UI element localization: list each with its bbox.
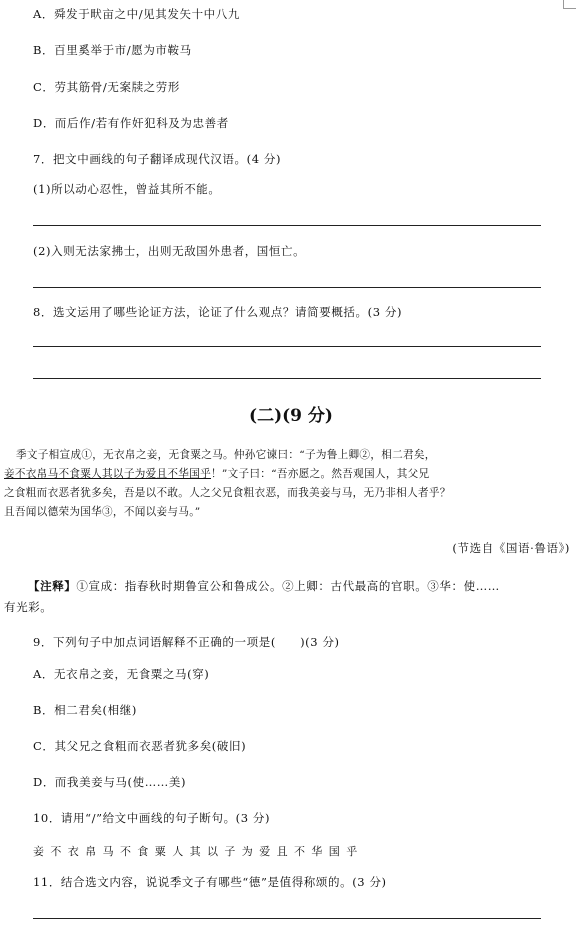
q9-stem: 9．下列句子中加点词语解释不正确的一项是( )(3 分) — [33, 635, 340, 649]
passage-line-4: 且吾闻以德荣为国华③，不闻以妾与马。” — [4, 506, 201, 518]
answer-line — [33, 346, 541, 347]
passage-line-3: 之食粗而衣恶者犹多矣，吾是以不敢。人之父兄食粗衣恶，而我美妾与马，无乃非相人者乎？ — [4, 487, 451, 499]
q7-sentence-2: (2)入则无法家拂士，出则无敌国外患者，国恒亡。 — [33, 244, 306, 258]
passage-line-2 — [4, 466, 429, 482]
q9-option-b: B．相二君矣(相继) — [33, 703, 137, 717]
section-title: (二)(9 分) — [249, 406, 333, 426]
passage-line-2-rest: ！”文子曰：“吾亦愿之。然吾观国人，其父兄 — [210, 468, 430, 480]
passage-line-1: 季文子相宣成①，无衣帛之妾，无食粟之马。仲孙它谏曰：“子为鲁上卿②，相二君矣， — [16, 449, 436, 461]
answer-line — [33, 287, 541, 288]
q10-stem: 10．请用“/”给文中画线的句子断句。(3 分) — [33, 811, 271, 825]
notes-line — [28, 578, 500, 594]
q7-sentence-1: (1)所以动心忍性，曾益其所不能。 — [33, 182, 221, 196]
underlined-sentence: 妾不衣帛马不食粟人其以子为爱且不华国乎 — [4, 468, 211, 480]
notes-label: 【注释】 — [28, 579, 77, 593]
q8-stem: 8．选文运用了哪些论证方法，论证了什么观点？请简要概括。(3 分) — [33, 305, 403, 319]
q6-option-c: C．劳其筋骨/无案牍之劳形 — [33, 80, 180, 94]
q9-option-d: D．而我美妾与马(使……美) — [33, 775, 187, 789]
q6-option-d: D．而后作/若有作奸犯科及为忠善者 — [33, 116, 229, 130]
q6-option-b: B．百里奚举于市/愿为市鞍马 — [33, 43, 192, 57]
answer-line — [33, 918, 541, 919]
answer-line — [33, 225, 541, 226]
notes-continuation: 有光彩。 — [4, 600, 53, 614]
q9-option-a: A．无衣帛之妾，无食粟之马(穿) — [33, 667, 210, 681]
q11-stem: 11．结合选文内容，说说季文子有哪些“德”是值得称颂的。(3 分) — [33, 875, 387, 889]
answer-line — [33, 378, 541, 379]
q10-sentence: 妾不衣帛马不食粟人其以子为爱且不华国乎 — [33, 845, 364, 858]
q7-stem: 7．把文中画线的句子翻译成现代汉语。(4 分) — [33, 152, 282, 166]
source-citation: (节选自《国语·鲁语》) — [452, 541, 570, 555]
q6-option-a: A．舜发于畎亩之中/见其发矢十中八九 — [33, 7, 240, 21]
notes-text: ①宣成：指春秋时期鲁宣公和鲁成公。②上卿：古代最高的官职。③华：使…… — [76, 579, 500, 593]
page-corner-mark — [563, 0, 576, 9]
q9-option-c: C．其父兄之食粗而衣恶者犹多矣(破旧) — [33, 739, 247, 753]
